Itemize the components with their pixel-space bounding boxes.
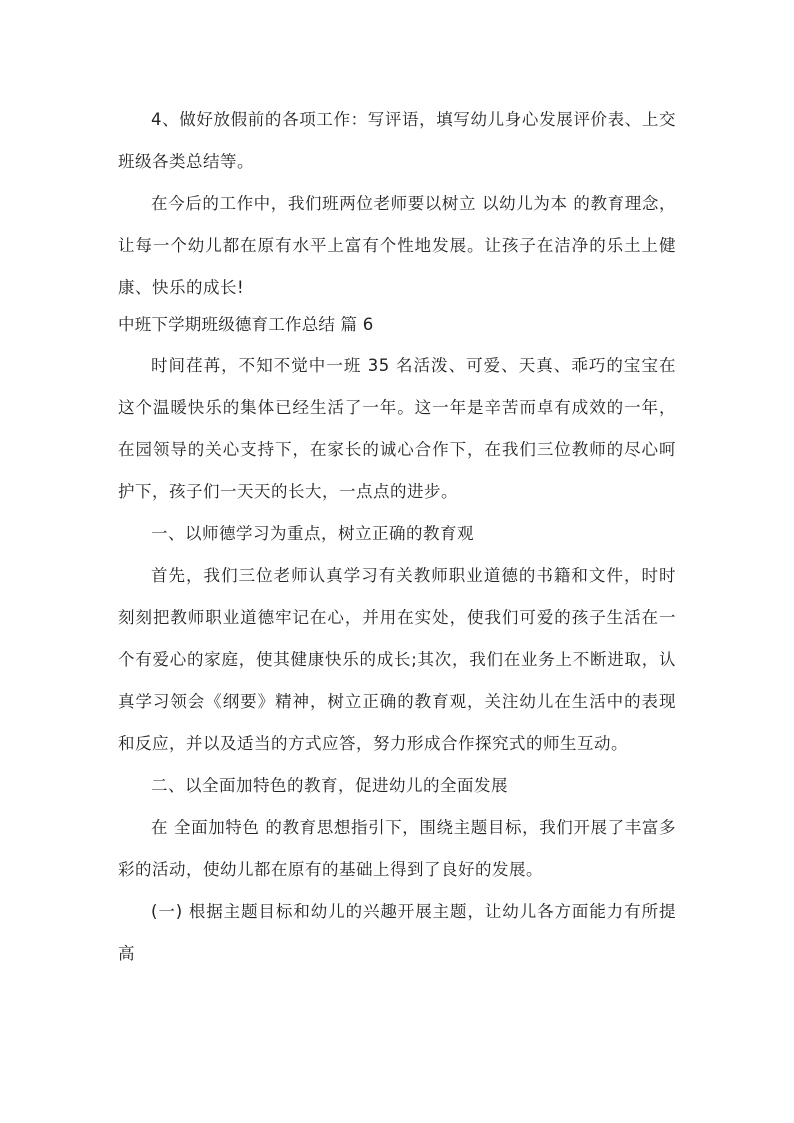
paragraph-intro: 时间荏苒，不知不觉中一班 35 名活泼、可爱、天真、乖巧的宝宝在这个温暖快乐的集体已经生活了一年。这一年是辛苦而卓有成效的一年，在园领导的关心支持下，在家长的诚心合作下，在我们三位教师的尽心呵护下，孩子们一天天的长大，一点点的进步。	[118, 356, 676, 501]
section-title: 中班下学期班级德育工作总结 篇 6	[118, 315, 374, 334]
paragraph-preparation: 4、做好放假前的各项工作：写评语，填写幼儿身心发展评价表、上交班级各类总结等。	[118, 110, 676, 171]
subheading-comprehensive-education: 二、以全面加特色的教育，促进幼儿的全面发展	[151, 776, 508, 795]
subheading-teacher-ethics: 一、以师德学习为重点，树立正确的教育观	[151, 524, 474, 543]
subheading-theme-activities: (一) 根据主题目标和幼儿的兴趣开展主题，让幼儿各方面能力有所提高	[118, 902, 676, 963]
paragraph-future-work: 在今后的工作中，我们班两位老师要以树立 以幼儿为本 的教育理念，让每一个幼儿都在原有水平上富有个性地发展。让孩子在洁净的乐土上健康、快乐的成长!	[118, 194, 676, 297]
paragraph-teacher-ethics: 首先，我们三位老师认真学习有关教师职业道德的书籍和文件，时时刻刻把教师职业道德牢记在心，并用在实处，使我们可爱的孩子生活在一个有爱心的家庭，使其健康快乐的成长;其次，我们在业务上不断进取，认真学习领会《纲要》精神，树立正确的教育观，关注幼儿在生活中的表现和反应，并以及适当的方式应答，努力形成合作探究式的师生互动。	[118, 566, 676, 753]
paragraph-comprehensive-education: 在 全面加特色 的教育思想指引下，围绕主题目标，我们开展了丰富多彩的活动，使幼儿都在原有的基础上得到了良好的发展。	[118, 818, 676, 879]
document-body	[118, 99, 676, 975]
